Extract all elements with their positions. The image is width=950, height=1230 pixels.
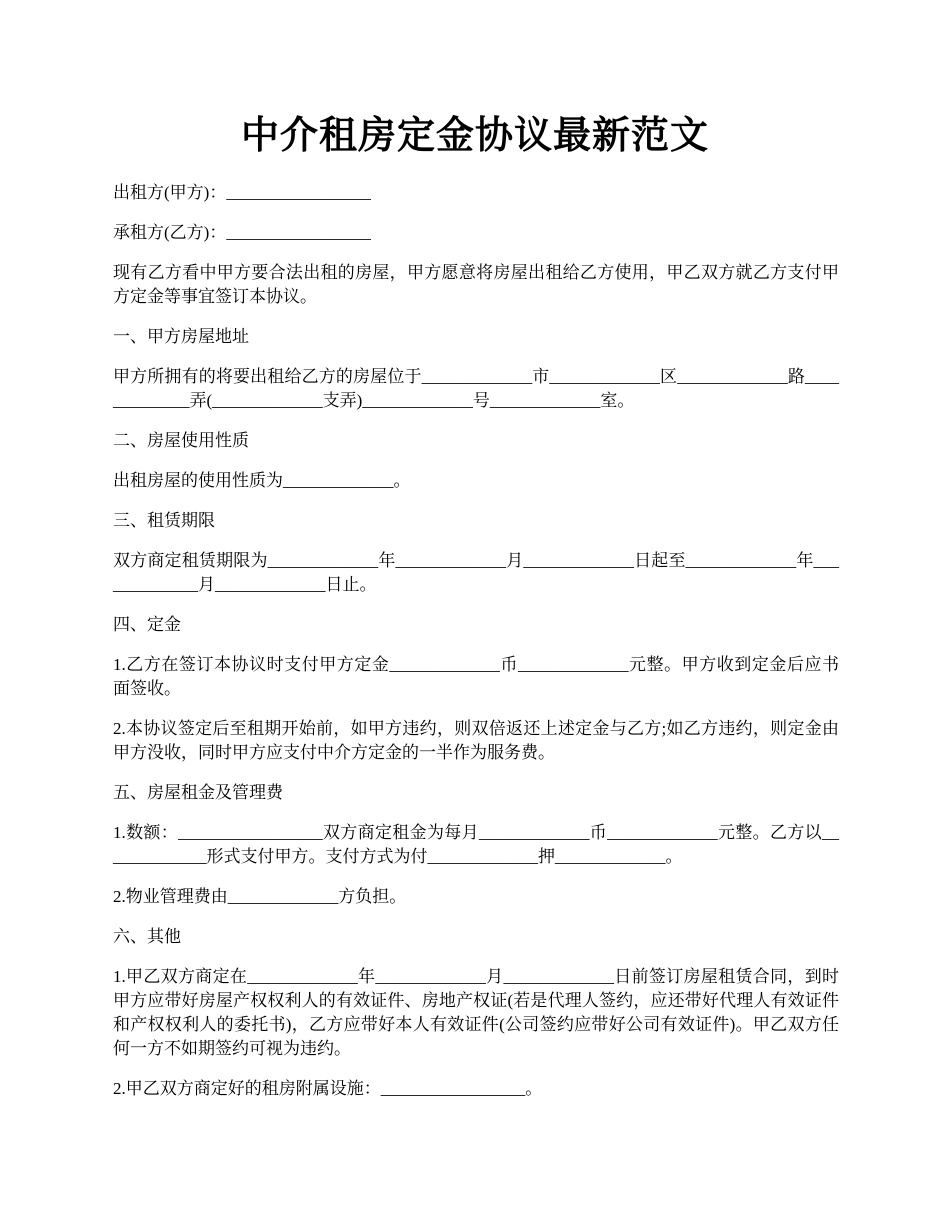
section-heading-other: 六、其他 — [113, 927, 181, 946]
address-paragraph: 甲方所拥有的将要出租给乙方的房屋位于_____________市_____________区_____________路_____________弄(_____________支弄)_____________号_____________室。 — [113, 367, 839, 410]
section-heading-rent: 五、房屋租金及管理费 — [113, 783, 283, 802]
section-heading-term: 三、租赁期限 — [113, 511, 215, 530]
document-body — [113, 181, 839, 1117]
deposit-clause-1: 1.乙方在签订本协议时支付甲方定金_____________币_____________元整。甲方收到定金后应书面签收。 — [113, 655, 839, 698]
other-clause-2: 2.甲乙双方商定好的租房附属设施：_________________。 — [113, 1079, 543, 1098]
other-clause-1: 1.甲乙双方商定在_____________年_____________月_____________日前签订房屋租赁合同，到时甲方应带好房屋产权权利人的有效证件、房地产权证(若是代理人签约，应还带好代理人有效证件和产权权利人的委托书)，乙方应带好本人有效证件(公司签约应带好公司有效证件)。甲乙双方任何一方不如期签约可视为违约。 — [113, 967, 839, 1058]
section-heading-address: 一、甲方房屋地址 — [113, 327, 249, 346]
section-heading-usage: 二、房屋使用性质 — [113, 431, 249, 450]
rent-clause-1: 1.数额：_________________双方商定租金为每月_____________币_____________元整。乙方以_____________形式支付甲方。支付方式为付_____________押_____________。 — [113, 823, 839, 866]
lessor-line: 出租方(甲方)：_________________ — [113, 183, 371, 202]
lessee-line: 承租方(乙方)：_________________ — [113, 223, 371, 242]
deposit-clause-2: 2.本协议签定后至租期开始前，如甲方违约，则双倍返还上述定金与乙方;如乙方违约，则定金由甲方没收，同时甲方应支付中介方定金的一半作为服务费。 — [113, 719, 839, 762]
document-title: 中介租房定金协议最新范文 — [240, 115, 709, 157]
intro-paragraph: 现有乙方看中甲方要合法出租的房屋，甲方愿意将房屋出租给乙方使用，甲乙双方就乙方支付甲方定金等事宜签订本协议。 — [113, 263, 839, 306]
section-heading-deposit: 四、定金 — [113, 615, 181, 634]
term-paragraph: 双方商定租赁期限为_____________年_____________月_____________日起至_____________年_____________月_____________日止。 — [113, 551, 839, 594]
usage-paragraph: 出租房屋的使用性质为_____________。 — [113, 471, 411, 490]
rent-clause-2: 2.物业管理费由_____________方负担。 — [113, 887, 407, 906]
